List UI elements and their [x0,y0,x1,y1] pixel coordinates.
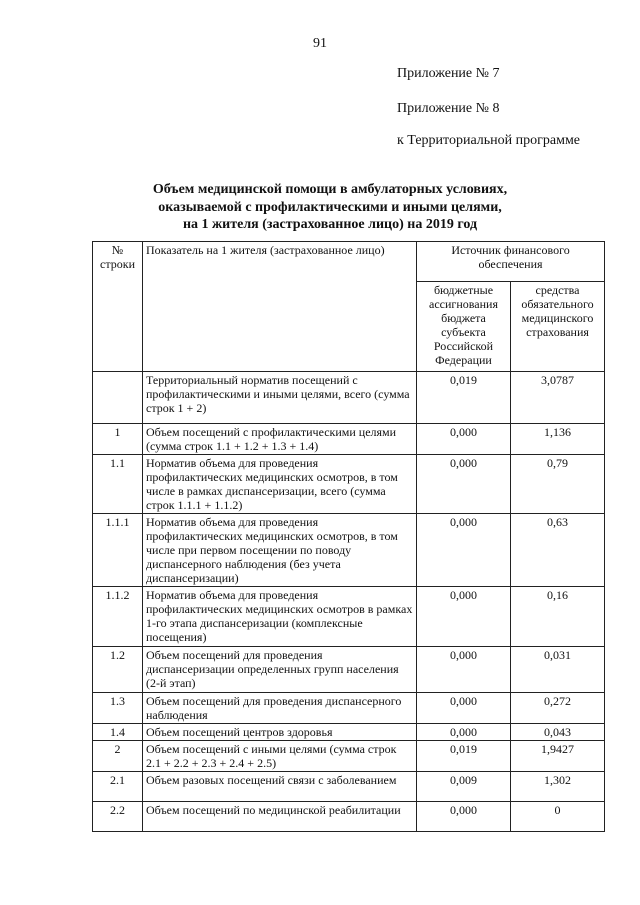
budget-value-cell: 0,000 [417,724,511,741]
row-number-cell: 1.3 [93,693,143,724]
table-row [93,587,605,647]
row-number-cell: 1 [93,424,143,455]
row-number-cell: 2.1 [93,772,143,802]
table-row [93,647,605,693]
row-number-cell: 1.4 [93,724,143,741]
row-number-cell: 2 [93,741,143,772]
table-row [93,724,605,741]
oms-value-cell: 1,136 [511,424,605,455]
indicator-cell: Объем посещений с профилактическими целями (сумма строк 1.1 + 1.2 + 1.3 + 1.4) [143,424,417,455]
row-number-cell: 1.2 [93,647,143,693]
indicator-cell: Объем посещений для проведения диспансеризации определенных групп населения (2-й этап) [143,647,417,693]
indicator-cell: Объем посещений центров здоровья [143,724,417,741]
oms-value-cell: 1,9427 [511,741,605,772]
row-number-cell: 1.1.1 [93,514,143,587]
indicator-cell: Объем посещений по медицинской реабилитации [143,802,417,832]
indicator-cell: Объем разовых посещений связи с заболеванием [143,772,417,802]
oms-value-cell: 1,302 [511,772,605,802]
table-row [93,455,605,514]
header-budget: бюджетные ассигнования бюджета субъекта Российской Федерации [417,282,511,372]
indicator-cell: Норматив объема для проведения профилактических медицинских осмотров в рамках 1-го этапа диспансеризации (комплексные посещения) [143,587,417,647]
row-number-cell: 1.1.2 [93,587,143,647]
volume-table [92,241,605,832]
table-row [93,802,605,832]
oms-value-cell: 0,031 [511,647,605,693]
row-number-cell: 2.2 [93,802,143,832]
table-row [93,741,605,772]
oms-value-cell: 0,272 [511,693,605,724]
appendix-7-label: Приложение № 7 [397,66,500,81]
title-line-2: оказываемой с профилактическими и иными целями, [158,199,502,215]
budget-value-cell: 0,019 [417,741,511,772]
table-body [93,372,605,832]
table-row [93,772,605,802]
oms-value-cell: 0 [511,802,605,832]
indicator-cell: Объем посещений с иными целями (сумма строк 2.1 + 2.2 + 2.3 + 2.4 + 2.5) [143,741,417,772]
header-indicator: Показатель на 1 жителя (застрахованное лицо) [143,242,417,372]
table-row [93,424,605,455]
budget-value-cell: 0,000 [417,514,511,587]
budget-value-cell: 0,009 [417,772,511,802]
oms-value-cell: 3,0787 [511,372,605,424]
document-title [60,181,600,234]
title-line-1: Объем медицинской помощи в амбулаторных условиях, [152,182,508,197]
indicator-cell: Территориальный норматив посещений с профилактическими и иными целями, всего (сумма строк 1 + 2) [143,372,417,424]
oms-value-cell: 0,63 [511,514,605,587]
row-number-cell [93,372,143,424]
indicator-cell: Норматив объема для проведения профилактических медицинских осмотров, в том числе при первом посещении по поводу диспансерного наблюдения (без учета диспансеризации) [143,514,417,587]
oms-value-cell: 0,79 [511,455,605,514]
appendix-8-label: Приложение № 8 [397,101,500,116]
header-oms: средства обязательного медицинского страхования [511,282,605,372]
table-row [93,693,605,724]
page-number: 91 [313,36,327,51]
title-line-3: на 1 жителя (застрахованное лицо) на 2019 год [182,217,478,232]
oms-value-cell: 0,043 [511,724,605,741]
indicator-cell: Норматив объема для проведения профилактических медицинских осмотров, в том числе в рамках диспансеризации, всего (сумма строк 1.1.1 + 1.1.2) [143,455,417,514]
territorial-program-label: к Территориальной программе [397,133,581,148]
budget-value-cell: 0,000 [417,693,511,724]
header-funding-source: Источник финансового обеспечения [417,242,605,282]
budget-value-cell: 0,000 [417,455,511,514]
budget-value-cell: 0,019 [417,372,511,424]
table-row [93,514,605,587]
row-number-cell: 1.1 [93,455,143,514]
budget-value-cell: 0,000 [417,647,511,693]
table-row [93,372,605,424]
indicator-cell: Объем посещений для проведения диспансерного наблюдения [143,693,417,724]
budget-value-cell: 0,000 [417,587,511,647]
header-row-number: № строки [93,242,143,372]
budget-value-cell: 0,000 [417,424,511,455]
budget-value-cell: 0,000 [417,802,511,832]
oms-value-cell: 0,16 [511,587,605,647]
